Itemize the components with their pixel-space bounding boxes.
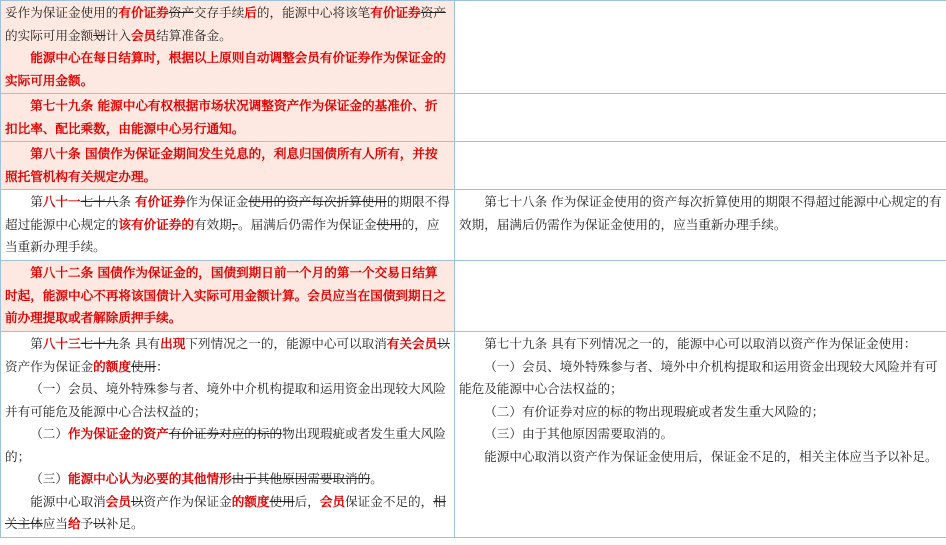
- deleted-text: 以: [93, 516, 106, 531]
- deleted-text: 七十九: [80, 336, 119, 351]
- text-run: 予: [80, 516, 94, 531]
- text-run: 计入: [105, 27, 131, 43]
- text-run: 。届满后仍需作为保证金: [237, 216, 377, 232]
- clause-paragraph: [459, 356, 942, 401]
- revised-text-cell: [1, 142, 455, 190]
- revised-text-cell: [1, 332, 455, 538]
- revised-text-cell: [1, 94, 455, 142]
- clause-paragraph: [459, 191, 942, 236]
- inserted-text: 有价证券: [370, 5, 421, 20]
- text-run: 补足。: [105, 516, 144, 531]
- text-run: 有效期: [193, 216, 232, 232]
- text-run: （一）会员、境外特殊参与者、境外中介机构提取和运用资金出现较大风险并有可能危及能源中心合法权益的；: [459, 358, 938, 396]
- clause-paragraph: [459, 333, 942, 356]
- inserted-text: 作为保证金的资产: [67, 426, 169, 441]
- inserted-text: 会员: [105, 493, 131, 509]
- inserted-text: 第七十九条 能源中心有权根据市场状况调整资产作为保证金的基准价、折扣比率、配比乘数，由能源中心另行通知。: [5, 98, 438, 136]
- text-run: 的期限不得超过能源中心规定的: [5, 194, 450, 232]
- text-run: 妥作为保证金使用的: [5, 5, 119, 20]
- inserted-text: 有价证券: [134, 194, 186, 209]
- inserted-text: 八十一: [42, 194, 81, 209]
- text-run: 能源中心取消以资产作为保证金使用后，保证金不足的，相关主体应当予以补足。: [484, 448, 938, 464]
- clause-paragraph: [5, 143, 450, 188]
- table-row: [1, 1, 946, 94]
- inserted-text: 该有价证券的: [118, 216, 194, 232]
- text-run: 物出现瑕疵或者发生重大风险的；: [5, 426, 446, 464]
- text-run: 后，: [294, 493, 320, 509]
- text-run: 第七十八条 作为保证金使用的资产每次折算使用的期限不得超过能源中心规定的有效期，届满后仍需作为保证金使用的，应当重新办理手续。: [459, 194, 942, 232]
- text-run: 的实际可用金额: [5, 27, 94, 43]
- inserted-text: 有关会员: [386, 336, 438, 351]
- inserted-text: 给: [67, 516, 81, 531]
- revised-text-cell: [1, 261, 455, 332]
- clause-paragraph: [5, 191, 450, 259]
- original-text-cell: [455, 261, 946, 332]
- text-run: （二）: [30, 426, 68, 441]
- clause-paragraph: [459, 401, 942, 424]
- inserted-text: 八十三: [42, 336, 81, 351]
- text-run: （一）会员、境外特殊参与者、境外中介机构提取和运用资金出现较大风险并有可能危及能源中心合法权益的；: [5, 381, 446, 419]
- text-run: 资产作为保证金: [143, 493, 232, 509]
- clause-paragraph: [5, 333, 450, 378]
- clause-paragraph: [5, 378, 450, 423]
- text-run: （二）有价证券对应的标的物出现瑕疵或者发生重大风险的；: [484, 403, 825, 419]
- deleted-text: 资产: [168, 5, 194, 20]
- text-run: ：: [156, 358, 169, 374]
- inserted-text: 会员: [319, 493, 346, 509]
- text-run: 能源中心取消: [30, 493, 106, 509]
- clause-paragraph: [5, 95, 450, 140]
- text-run: 保证金不足的，: [345, 493, 434, 509]
- text-run: 下列情况之一的，能源中心可以取消: [185, 336, 387, 351]
- revised-text-cell: [1, 1, 455, 94]
- deleted-text: 以: [437, 336, 450, 351]
- text-run: 的，应当重新办理手续。: [5, 216, 440, 254]
- inserted-text: 的额度: [231, 493, 270, 509]
- table-row: [1, 261, 946, 332]
- deleted-text: 划: [93, 27, 106, 43]
- deleted-text: 使用的资产每次折算使用: [248, 194, 387, 209]
- text-run: 的，能源中心将该笔: [256, 5, 371, 20]
- text-run: 交存手续: [193, 5, 245, 20]
- deleted-text: 七十八: [80, 194, 119, 209]
- inserted-text: 第八十条 国债作为保证金期间发生兑息的，利息归国债所有人所有，并按照托管机构有关规定办理。: [5, 146, 438, 184]
- text-run: 结算准备金。: [156, 27, 232, 43]
- deleted-text: 由于其他原因需要取消的: [231, 471, 371, 486]
- deleted-text: 以: [130, 493, 144, 509]
- clause-paragraph: [5, 47, 450, 92]
- deleted-text: 有价证券对应的标的: [168, 426, 283, 441]
- clause-paragraph: [5, 262, 450, 330]
- inserted-text: 能源中心认为必要的其他情形: [67, 471, 232, 486]
- inserted-text: 有价证券: [118, 5, 169, 20]
- text-run: 作为保证金: [185, 194, 249, 209]
- clause-paragraph: [5, 2, 450, 47]
- original-text-cell: [455, 190, 946, 261]
- deleted-text: 使用: [130, 358, 157, 374]
- revised-text-cell: [1, 190, 455, 261]
- clause-paragraph: [5, 468, 450, 491]
- inserted-text: 出现: [160, 336, 186, 351]
- clause-paragraph: [459, 423, 942, 446]
- clause-paragraph: [5, 423, 450, 468]
- table-row: [1, 142, 946, 190]
- text-run: （三）由于其他原因需要取消的。: [484, 426, 674, 441]
- text-run: 第: [30, 336, 43, 351]
- text-run: 应当: [42, 516, 68, 531]
- text-run: 第: [30, 194, 43, 209]
- text-run: 条: [118, 194, 135, 209]
- deleted-text: 相关主体: [5, 493, 446, 531]
- clause-paragraph: [459, 446, 942, 469]
- clause-paragraph: [5, 491, 450, 536]
- inserted-text: 第八十二条 国债作为保证金的，国债到期日前一个月的第一个交易日结算时起，能源中心不再将该国债计入实际可用金额计算。会员应当在国债到期日之前办理提取或者解除质押手续。: [5, 265, 446, 325]
- original-text-cell: [455, 94, 946, 142]
- table-row: [1, 332, 946, 538]
- table-row: [1, 94, 946, 142]
- text-run: （三）: [30, 471, 68, 486]
- text-run: 条 具有: [118, 336, 161, 351]
- original-text-cell: [455, 332, 946, 538]
- text-run: 第七十九条 具有下列情况之一的，能源中心可以取消以资产作为保证金使用：: [484, 336, 917, 351]
- deleted-text: 资产: [420, 5, 446, 20]
- original-text-cell: [455, 1, 946, 94]
- inserted-text: 后: [244, 5, 257, 20]
- deleted-text: 使用: [376, 216, 402, 232]
- text-run: 资产作为保证金: [5, 358, 94, 374]
- inserted-text: 能源中心在每日结算时，根据以上原则自动调整会员有价证券作为保证金的实际可用金额。: [5, 50, 446, 88]
- text-run: 。: [370, 471, 383, 486]
- inserted-text: 的额度: [93, 358, 131, 374]
- deleted-text: ，: [231, 216, 238, 232]
- table-row: [1, 190, 946, 261]
- inserted-text: 会员: [130, 27, 157, 43]
- original-text-cell: [455, 142, 946, 190]
- deleted-text: 使用: [269, 493, 295, 509]
